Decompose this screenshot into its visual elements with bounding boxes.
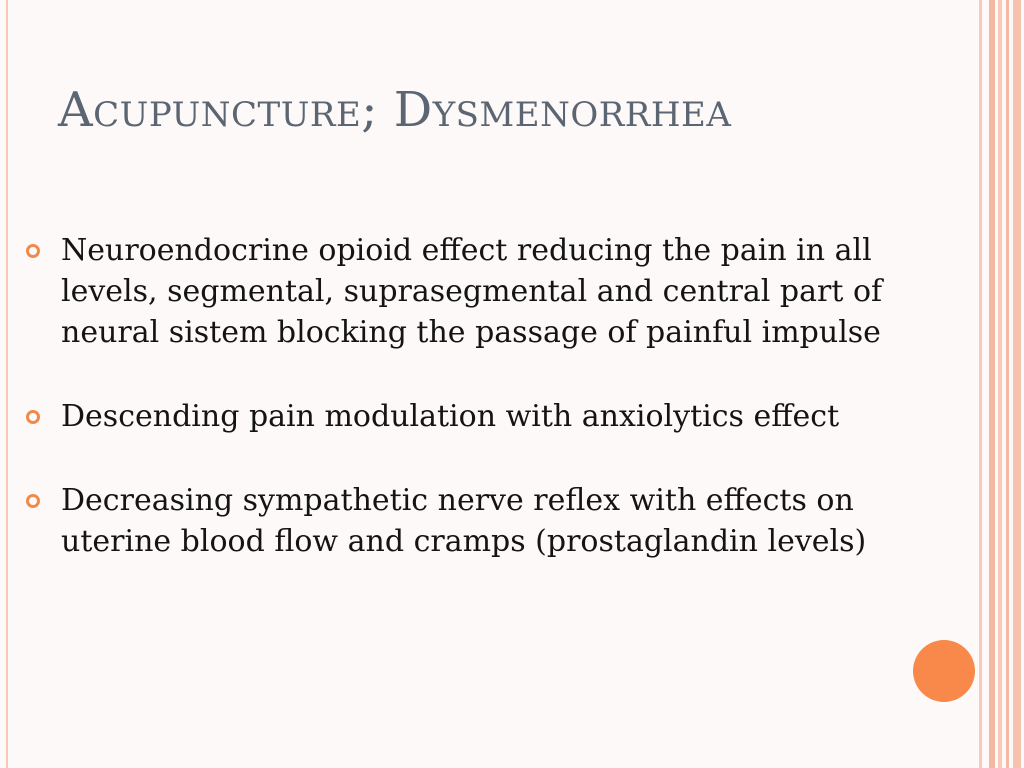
right-decorative-stripe [1006, 0, 1009, 768]
right-decorative-stripe [979, 0, 982, 768]
bullet-item [20, 480, 950, 562]
slide-title: Acupuncture; Dysmenorrhea [58, 82, 732, 138]
orange-circle-decoration [913, 640, 975, 702]
ring-bullet-icon [26, 494, 40, 508]
bullet-text: Neuroendocrine opioid effect reducing the pain in all levels, segmental, suprasegmental and central part of neural sistem blocking the passage of painful impulse [61, 233, 883, 350]
right-decorative-stripe [989, 0, 995, 768]
bullet-item [20, 396, 950, 437]
bullet-text: Decreasing sympathetic nerve reflex with effects on uterine blood flow and cramps (prostaglandin levels) [61, 483, 867, 559]
bullet-item [20, 230, 950, 353]
ring-bullet-icon [26, 244, 40, 258]
right-decorative-stripe [998, 0, 1002, 768]
ring-bullet-icon [26, 410, 40, 424]
bullet-text: Descending pain modulation with anxiolytics effect [61, 399, 840, 434]
right-decorative-stripe [1013, 0, 1021, 768]
bullet-list [20, 230, 950, 605]
left-border-stripe [6, 0, 8, 768]
